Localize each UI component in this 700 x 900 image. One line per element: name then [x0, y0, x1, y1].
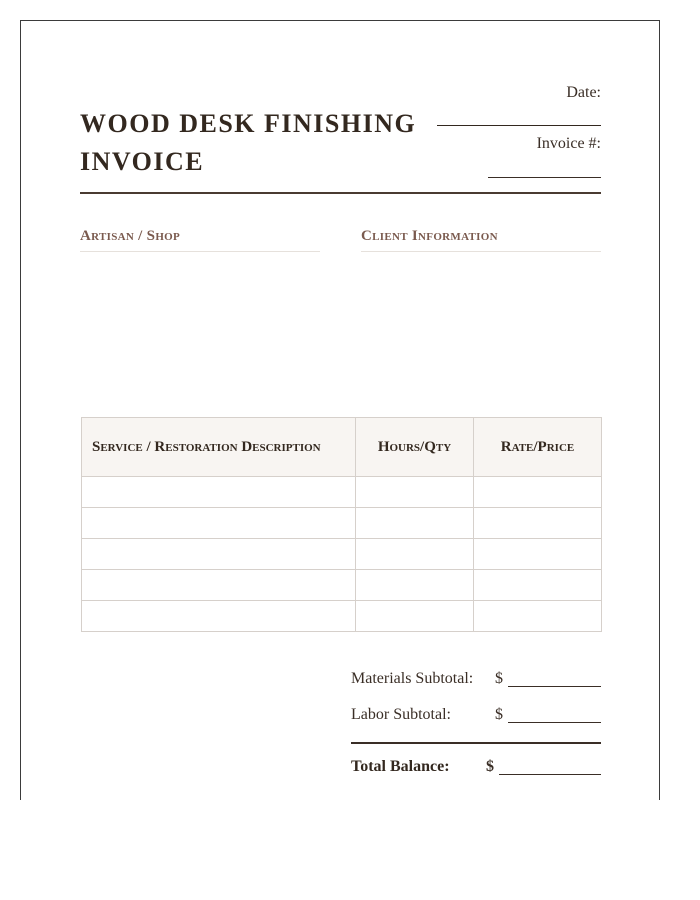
column-header-hours-qty: Hours/Qty	[356, 418, 474, 477]
table-cell-hours-qty[interactable]	[356, 477, 474, 508]
services-table	[81, 417, 602, 632]
table-cell-rate-price[interactable]	[474, 508, 602, 539]
materials-subtotal-label: Materials Subtotal:	[351, 670, 474, 687]
table-cell-hours-qty[interactable]	[356, 601, 474, 632]
table-cell-rate-price[interactable]	[474, 477, 602, 508]
date-label: Date:	[566, 84, 601, 101]
invoice-number-field-line[interactable]	[488, 177, 601, 178]
labor-currency-symbol: $	[495, 706, 503, 723]
table-header-row	[82, 418, 602, 477]
materials-currency-symbol: $	[495, 670, 503, 687]
table-cell-hours-qty[interactable]	[356, 508, 474, 539]
table-cell-description[interactable]	[82, 601, 356, 632]
invoice-number-label: Invoice #:	[536, 135, 601, 152]
table-row	[82, 477, 602, 508]
column-header-rate-price: Rate/Price	[474, 418, 602, 477]
artisan-shop-heading: Artisan / Shop	[80, 228, 320, 252]
table-row	[82, 539, 602, 570]
table-row	[82, 508, 602, 539]
title-underline-fill	[437, 125, 601, 126]
client-information-heading: Client Information	[361, 228, 601, 252]
materials-subtotal-field-line[interactable]	[508, 686, 601, 687]
column-header-description: Service / Restoration Description	[82, 418, 356, 477]
table-cell-description[interactable]	[82, 508, 356, 539]
table-cell-description[interactable]	[82, 570, 356, 601]
table-cell-rate-price[interactable]	[474, 539, 602, 570]
table-cell-description[interactable]	[82, 539, 356, 570]
summary-divider	[351, 742, 601, 744]
table-cell-rate-price[interactable]	[474, 601, 602, 632]
total-balance-field-line[interactable]	[499, 774, 601, 775]
table-cell-rate-price[interactable]	[474, 570, 602, 601]
total-currency-symbol: $	[486, 758, 494, 775]
table-row	[82, 601, 602, 632]
table-cell-hours-qty[interactable]	[356, 570, 474, 601]
invoice-title-line1: WOOD DESK FINISHING	[80, 109, 417, 138]
table-row	[82, 570, 602, 601]
total-balance-label: Total Balance:	[351, 758, 450, 775]
labor-subtotal-label: Labor Subtotal:	[351, 706, 451, 723]
table-cell-hours-qty[interactable]	[356, 539, 474, 570]
header-divider	[80, 192, 601, 194]
labor-subtotal-field-line[interactable]	[508, 722, 601, 723]
invoice-title-line2: INVOICE	[80, 147, 205, 176]
table-cell-description[interactable]	[82, 477, 356, 508]
